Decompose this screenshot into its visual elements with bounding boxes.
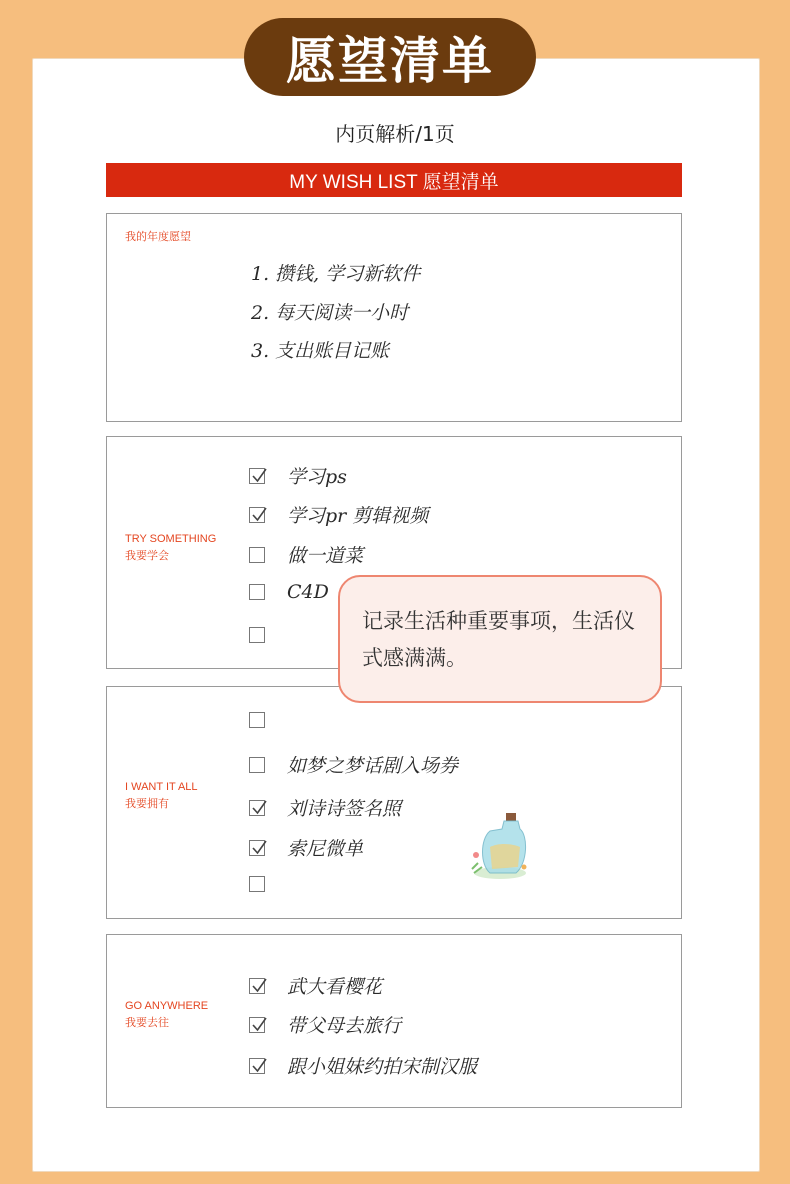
annual-wishes-label: 我的年度愿望 <box>125 231 191 243</box>
empty-checkbox[interactable] <box>249 712 265 728</box>
checklist-item[interactable] <box>249 501 428 528</box>
item-text: 学习pr 剪辑视频 <box>287 505 429 527</box>
checklist-item[interactable] <box>249 751 458 778</box>
item-text: 做一道菜 <box>287 545 364 567</box>
want-it-all-label-cn: 我要拥有 <box>125 798 169 810</box>
want-it-all-label-en: I WANT IT ALL <box>125 781 198 793</box>
wish-line-2: 2. 每天阅读一小时 <box>251 302 409 324</box>
want-it-all-box <box>106 686 682 919</box>
empty-checkbox[interactable] <box>249 584 265 600</box>
checklist-item[interactable] <box>249 541 363 568</box>
checked-checkbox[interactable] <box>249 978 265 994</box>
empty-checkbox[interactable] <box>249 627 265 643</box>
checklist-item[interactable] <box>249 581 329 603</box>
go-anywhere-label <box>125 998 208 1032</box>
wish-line-1: 1. 攒钱, 学习新软件 <box>251 263 421 285</box>
empty-checkbox[interactable] <box>249 757 265 773</box>
callout-text: 记录生活种重要事项，生活仪式感满满。 <box>362 609 635 670</box>
want-it-all-label <box>125 779 198 813</box>
item-text: 带父母去旅行 <box>287 1015 402 1037</box>
item-text: C4D <box>287 581 329 603</box>
try-something-label <box>125 531 216 565</box>
checklist-item[interactable] <box>249 876 287 892</box>
checklist-item[interactable] <box>249 794 401 821</box>
item-text: 跟小姐妹约拍宋制汉服 <box>287 1056 478 1078</box>
try-something-label-cn: 我要学会 <box>125 550 169 562</box>
empty-checkbox[interactable] <box>249 547 265 563</box>
checklist-item[interactable] <box>249 834 363 861</box>
checklist-item[interactable] <box>249 1052 477 1079</box>
empty-checkbox[interactable] <box>249 876 265 892</box>
checked-checkbox[interactable] <box>249 1058 265 1074</box>
item-text: 刘诗诗签名照 <box>287 798 402 820</box>
checklist-item[interactable] <box>249 712 287 728</box>
item-text: 如梦之梦话剧入场券 <box>287 755 459 777</box>
checklist-item[interactable] <box>249 972 382 999</box>
go-anywhere-label-en: GO ANYWHERE <box>125 1000 209 1012</box>
page-title: 愿望清单 <box>244 18 536 96</box>
message-bottle-icon <box>466 807 532 883</box>
item-text: 武大看樱花 <box>287 976 383 998</box>
go-anywhere-box <box>106 934 682 1108</box>
checked-checkbox[interactable] <box>249 800 265 816</box>
go-anywhere-label-cn: 我要去往 <box>125 1017 169 1029</box>
item-text: 索尼微单 <box>287 838 364 860</box>
checked-checkbox[interactable] <box>249 507 265 523</box>
checklist-item[interactable] <box>249 1011 401 1038</box>
checklist-item[interactable] <box>249 462 347 489</box>
annual-wishes-box <box>106 213 682 422</box>
wish-list-banner: MY WISH LIST 愿望清单 <box>106 163 682 197</box>
item-text: 学习ps <box>287 466 347 488</box>
page-subtitle: 内页解析/1页 <box>335 122 455 146</box>
callout-bubble <box>338 575 662 703</box>
checked-checkbox[interactable] <box>249 1017 265 1033</box>
checked-checkbox[interactable] <box>249 840 265 856</box>
try-something-label-en: TRY SOMETHING <box>125 533 217 545</box>
wish-line-3: 3. 支出账目记账 <box>251 340 390 362</box>
checked-checkbox[interactable] <box>249 468 265 484</box>
checklist-item[interactable] <box>249 627 287 643</box>
